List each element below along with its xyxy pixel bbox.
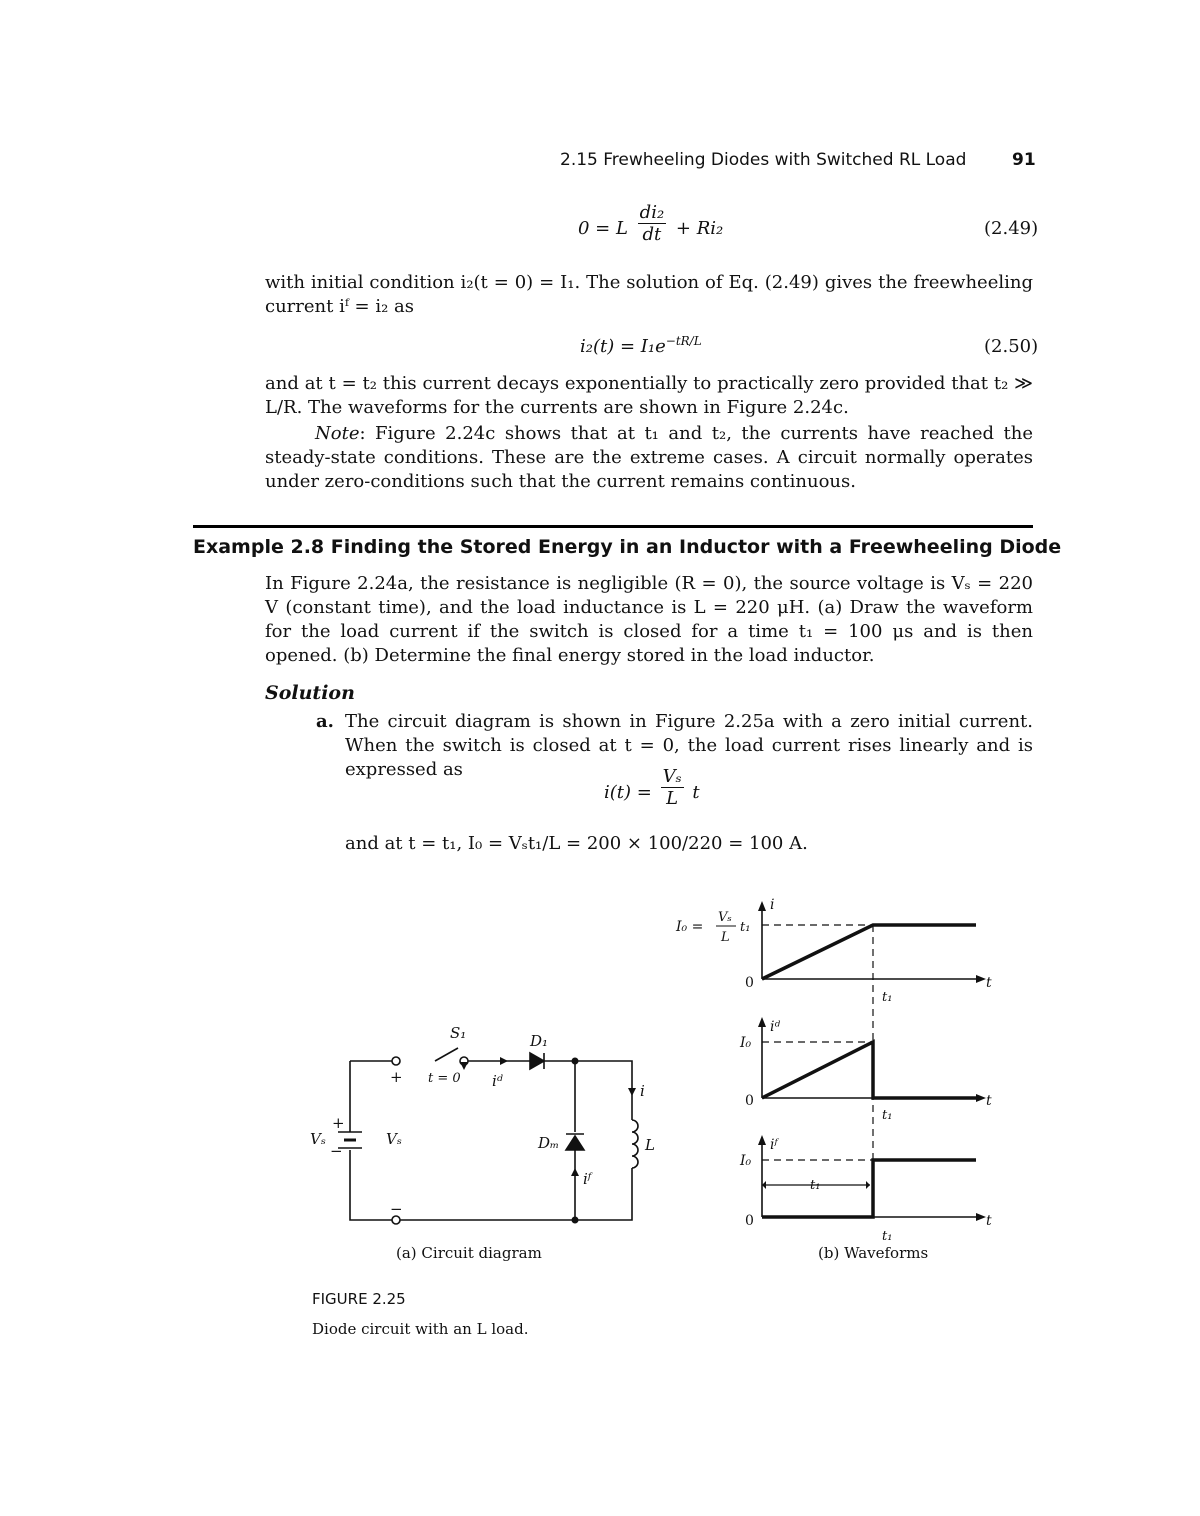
- arrow-head: [976, 1213, 986, 1221]
- label-t1: t₁: [882, 1229, 893, 1244]
- arrow-head: [758, 1017, 766, 1027]
- eq-lhs: 0 = L: [578, 218, 628, 239]
- circuit-diagram: [300, 1020, 660, 1235]
- label-I0: I₀: [740, 1035, 752, 1051]
- solution-heading: Solution: [265, 682, 355, 704]
- figure-label: FIGURE 2.25: [312, 1290, 406, 1308]
- label-peak: I₀ =: [676, 919, 704, 935]
- page-number: 91: [1012, 150, 1036, 170]
- switch-blade: [435, 1048, 458, 1061]
- eq-rhs: t: [692, 782, 700, 803]
- label-t1-span: t₁: [810, 1178, 821, 1193]
- freewheel-diode: [566, 1134, 584, 1150]
- label-inductor: L: [645, 1136, 655, 1154]
- terminal: [392, 1057, 400, 1065]
- label-battery-plus: +: [332, 1114, 345, 1132]
- diode-d1: [530, 1053, 544, 1069]
- wire-top-right: [544, 1061, 632, 1120]
- label-peak-t: t₁: [740, 920, 751, 935]
- eq-denominator: dt: [642, 224, 662, 245]
- label-plus: +: [390, 1068, 403, 1086]
- eq-body: i₂(t) = I₁e: [580, 336, 666, 357]
- subcaption-b: (b) Waveforms: [818, 1244, 929, 1262]
- label-t-axis: t: [986, 1093, 992, 1109]
- label-source-voltage: Vₛ: [386, 1130, 402, 1148]
- label-t-axis: t: [986, 975, 992, 991]
- arrow-head: [976, 1094, 986, 1102]
- label-zero: 0: [745, 1093, 754, 1109]
- equation-2-50: [580, 334, 702, 357]
- waveform-if: [762, 1160, 976, 1217]
- equation-number: (2.49): [984, 218, 1039, 239]
- waveforms-diagram: [670, 895, 1000, 1250]
- label-freewheel-current: iᶠ: [583, 1170, 592, 1188]
- example-title: Example 2.8 Finding the Stored Energy in an Inductor with a Freewheeling Diode: [193, 536, 1062, 558]
- junction-dot: [572, 1058, 579, 1065]
- wire-bottom-left: [350, 1150, 392, 1220]
- junction-dot: [572, 1217, 579, 1224]
- label-t-axis: t: [986, 1213, 992, 1229]
- solution-item-a: The circuit diagram is shown in Figure 2.25a with a zero initial current. When the switch is closed at t = 0, the load current rises linearly and is expressed as: [345, 711, 1033, 780]
- paragraph: with initial condition i₂(t = 0) = I₁. The solution of Eq. (2.49) gives the freewheeling current iᶠ = i₂ as: [265, 272, 1033, 317]
- label-source: Vₛ: [310, 1130, 326, 1148]
- arrow-head: [866, 1181, 870, 1189]
- waveform-id: [762, 1042, 976, 1098]
- label-peak-num: Vₛ: [718, 910, 732, 925]
- label-switch: S₁: [450, 1024, 467, 1042]
- waveform-i: [762, 925, 976, 979]
- eq-numerator: Vₛ: [662, 766, 682, 787]
- label-i: i: [770, 897, 775, 913]
- eq-numerator: di₂: [639, 202, 665, 223]
- label-peak-den: L: [721, 930, 730, 945]
- eq-exponent: −tR/L: [665, 334, 702, 348]
- eq-rhs: + Ri₂: [675, 218, 724, 239]
- label-zero: 0: [745, 1213, 754, 1229]
- label-freewheel-diode: Dₘ: [538, 1134, 560, 1152]
- arrow-head: [460, 1062, 468, 1070]
- arrow-head: [571, 1168, 579, 1176]
- subcaption-a: (a) Circuit diagram: [396, 1244, 542, 1262]
- label-if: iᶠ: [770, 1137, 778, 1153]
- result-line: and at t = t₁, I₀ = Vₛt₁/L = 200 × 100/220 = 100 A.: [345, 833, 808, 854]
- note-label: Note: [315, 423, 360, 444]
- equation-number: (2.50): [984, 336, 1039, 357]
- label-minus: −: [390, 1200, 403, 1218]
- paragraph: and at t = t₂ this current decays exponentially to practically zero provided that t₂ ≫ L/R. The waveforms for the currents are shown in Figure 2.24c.: [265, 373, 1033, 418]
- eq-lhs: i(t) =: [604, 782, 652, 803]
- arrow-head: [758, 901, 766, 911]
- label-id: iᵈ: [770, 1019, 781, 1035]
- solution-item-marker: a.: [316, 711, 334, 732]
- label-t1: t₁: [882, 1108, 893, 1123]
- section-rule: [193, 525, 1033, 528]
- arrow-head: [500, 1057, 508, 1065]
- figure-caption: Diode circuit with an L load.: [312, 1320, 529, 1338]
- arrow-head: [628, 1088, 636, 1096]
- note-text: : Figure 2.24c shows that at t₁ and t₂, the currents have reached the steady-state conditions. These are the extreme cases. A circuit normally operates under zero-conditions such that the current remains continuous.: [265, 423, 1033, 492]
- label-diode: D₁: [530, 1032, 549, 1050]
- note-paragraph: [265, 422, 1033, 494]
- equation-ramp: [604, 766, 700, 809]
- inductor-coil: [632, 1120, 638, 1168]
- wire-right: [400, 1168, 632, 1220]
- label-zero: 0: [745, 975, 754, 991]
- eq-denominator: L: [666, 788, 679, 809]
- label-load-current: i: [640, 1082, 645, 1100]
- label-t1: t₁: [882, 990, 893, 1005]
- label-diode-current: iᵈ: [492, 1072, 503, 1090]
- equation-2-49: [578, 202, 723, 245]
- example-body: In Figure 2.24a, the resistance is negligible (R = 0), the source voltage is Vₛ = 220 V (constant time), and the load inductance is L = 220 μH. (a) Draw the waveform for the load current if the switch is closed for a time t₁ = 100 μs and is then opened. (b) Determine the final energy stored in the load inductor.: [265, 573, 1033, 666]
- label-switch-time: t = 0: [428, 1071, 461, 1086]
- arrow-head: [758, 1135, 766, 1145]
- label-battery-minus: −: [330, 1142, 343, 1160]
- arrow-head: [976, 975, 986, 983]
- running-header: 2.15 Frewheeling Diodes with Switched RL Load: [560, 150, 967, 170]
- label-I0: I₀: [740, 1153, 752, 1169]
